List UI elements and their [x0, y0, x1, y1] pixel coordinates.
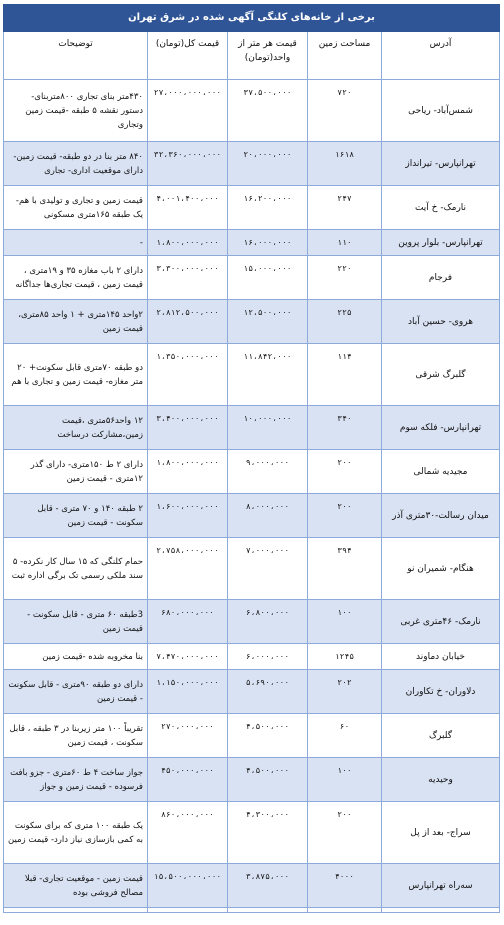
cell-notes: بنا مخروبه شده -قیمت زمین: [3, 644, 147, 670]
cell-notes: حمام کلنگی که ۱۵ سال کار نکرده- ۵ سند ملکی رسمی تک برگی اداره ثبت: [3, 538, 147, 600]
table-row: [3, 600, 499, 644]
cell-total-price: ۷،۴۷۰،۰۰۰،۰۰۰: [148, 644, 228, 670]
table-row: [3, 256, 499, 300]
cell-total-price: ۱،۶۰۰،۰۰۰،۰۰۰: [148, 494, 228, 538]
cell-notes: قیمت زمین و تجاری و تولیدی با هم- یک طبقه ۱۶۵متری مسکونی: [3, 186, 147, 230]
table-row: [3, 802, 499, 864]
cell-address: گلبرگ: [382, 714, 500, 758]
cell-area: ۲۰۰: [308, 450, 382, 494]
table-row: [3, 494, 499, 538]
cell-area: ۲۰۲: [308, 670, 382, 714]
cell-total-price: ۳۲،۳۶۰،۰۰۰،۰۰۰: [148, 142, 228, 186]
header-notes: توضیحات: [3, 32, 147, 80]
cell-unit-price: ۳۷،۵۰۰،۰۰۰: [228, 80, 308, 142]
cell-address: نارمک- خ آیت: [382, 186, 500, 230]
cell-notes: دارای ۲ ط ۱۵۰متری- دارای گذر ۱۲متری - قیمت زمین: [3, 450, 147, 494]
cell-address: تهرانپارس- تیرانداز: [382, 142, 500, 186]
cell-address: سراج- بعد از پل: [382, 802, 500, 864]
cell-total-price: ۲۷۰،۰۰۰،۰۰۰: [148, 714, 228, 758]
cell-unit-price: ۵،۶۹۰،۰۰۰: [228, 670, 308, 714]
cell-area: ۱۱۴: [308, 344, 382, 406]
cell-address: دلاوران- خ تکاوران: [382, 670, 500, 714]
cell-unit-price: ۱۵،۰۰۰،۰۰۰: [228, 256, 308, 300]
cell-unit-price: ۶،۸۰۰،۰۰۰: [228, 600, 308, 644]
table-row: [3, 450, 499, 494]
cell-total-price: ۲۷،۰۰۰،۰۰۰،۰۰۰: [148, 80, 228, 142]
header-area: مساحت زمین: [308, 32, 382, 80]
table-row: [3, 670, 499, 714]
cell-notes: ۸۴۰ متر بنا در دو طبقه- قیمت زمین- دارای موقعیت اداری- تجاری: [3, 142, 147, 186]
cell-total-price: ۱،۳۵۰،۰۰۰،۰۰۰: [148, 344, 228, 406]
cell-address: فرجام: [382, 256, 500, 300]
table-row: [3, 344, 499, 406]
cell-address: نارمک- ۴۶متری غربی: [382, 600, 500, 644]
table-row: [3, 186, 499, 230]
cell-address: گلبرگ شرقی: [382, 344, 500, 406]
cell-unit-price: ۱۰،۰۰۰،۰۰۰: [228, 406, 308, 450]
cell-unit-price: ۳،۸۷۵،۰۰۰: [228, 864, 308, 908]
cell-notes: یک طبقه ۱۰۰ متری که برای سکونت به کمی بازسازی نیاز دارد- قیمت زمین: [3, 802, 147, 864]
table-row: [3, 142, 499, 186]
table-row: [3, 80, 499, 142]
listings-sheet: [4, 4, 500, 913]
cell-notes: دارای ۲ باب مغازه ۳۵ و ۱۹متری ، قیمت زمین ، قیمت تجاری‌ها جداگانه: [3, 256, 147, 300]
cell-total-price: ۸۶۰،۰۰۰،۰۰۰: [148, 802, 228, 864]
cell-notes: ۲ طبقه ۱۴۰ و ۷۰ متری - قابل سکونت - قیمت زمین: [3, 494, 147, 538]
cell-area: ۳۹۴: [308, 538, 382, 600]
cell-area: ۱۰۰: [308, 758, 382, 802]
cell-area: ۱۱۰: [308, 230, 382, 256]
spacer-cell: [228, 908, 308, 913]
table-row: [3, 644, 499, 670]
cell-address: هروی- حسین آباد: [382, 300, 500, 344]
cell-notes: دارای دو طبقه ۹۰متری - قابل سکونت - قیمت زمین: [3, 670, 147, 714]
table-row: [3, 406, 499, 450]
cell-total-price: ۶۸۰،۰۰۰،۰۰۰: [148, 600, 228, 644]
cell-notes: قیمت زمین - موقعیت تجاری- قبلا مصالح فروشی بوده: [3, 864, 147, 908]
cell-total-price: ۱،۸۰۰،۰۰۰،۰۰۰: [148, 230, 228, 256]
cell-area: ۱۶۱۸: [308, 142, 382, 186]
cell-address: هنگام- شمیران نو: [382, 538, 500, 600]
cell-total-price: ۱،۱۵۰،۰۰۰،۰۰۰: [148, 670, 228, 714]
cell-unit-price: ۹،۰۰۰،۰۰۰: [228, 450, 308, 494]
cell-total-price: ۲،۷۵۸،۰۰۰،۰۰۰: [148, 538, 228, 600]
cell-unit-price: ۲۰،۰۰۰،۰۰۰: [228, 142, 308, 186]
spacer-cell: [3, 908, 147, 913]
cell-notes: 3طبقه ۶۰ متری - قابل سکونت - قیمت زمین: [3, 600, 147, 644]
cell-total-price: ۲،۸۱۲،۵۰۰،۰۰۰: [148, 300, 228, 344]
cell-area: ۴۰۰۰: [308, 864, 382, 908]
cell-total-price: ۳،۳۰۰،۰۰۰،۰۰۰: [148, 256, 228, 300]
cell-total-price: ۱۵،۵۰۰،۰۰۰،۰۰۰: [148, 864, 228, 908]
cell-address: وحیدیه: [382, 758, 500, 802]
cell-unit-price: ۷،۰۰۰،۰۰۰: [228, 538, 308, 600]
table-header-row: [3, 32, 499, 80]
spacer-cell: [382, 908, 500, 913]
cell-area: ۲۲۰: [308, 256, 382, 300]
cell-notes: تقریباً ۱۰۰ متر زیربنا در ۳ طبقه ، قابل سکونت ، قیمت زمین: [3, 714, 147, 758]
cell-area: ۲۴۷: [308, 186, 382, 230]
cell-area: ۷۲۰: [308, 80, 382, 142]
cell-unit-price: ۴،۵۰۰،۰۰۰: [228, 758, 308, 802]
cell-area: ۱۰۰: [308, 600, 382, 644]
cell-total-price: ۴۵۰،۰۰۰،۰۰۰: [148, 758, 228, 802]
cell-notes: دو طبقه ۷۰متری قابل سکونت+ ۲۰ متر مغازه- قیمت زمین و تجاری با هم: [3, 344, 147, 406]
cell-unit-price: ۶،۰۰۰،۰۰۰: [228, 644, 308, 670]
cell-area: ۳۴۰: [308, 406, 382, 450]
table-title-row: [3, 5, 499, 32]
spacer-cell: [308, 908, 382, 913]
cell-notes: ۴۳۰متر بنای تجاری ۸۰۰متربنای- دستور نقشه ۵ طبقه -قیمت زمین وتجاری: [3, 80, 147, 142]
cell-notes: جواز ساخت ۴ ط ۶۰متری - جزو بافت فرسوده - قیمت زمین و جواز: [3, 758, 147, 802]
listings-table: [3, 4, 500, 913]
cell-total-price: ۴،۰۰۱،۴۰۰،۰۰۰: [148, 186, 228, 230]
table-row: [3, 230, 499, 256]
cell-address: مجیدیه شمالی: [382, 450, 500, 494]
cell-total-price: ۳،۴۰۰،۰۰۰،۰۰۰: [148, 406, 228, 450]
cell-address: سه‌راه تهرانپارس: [382, 864, 500, 908]
header-total-price: قیمت کل(تومان): [148, 32, 228, 80]
cell-address: میدان رسالت-۳۰متری آذر: [382, 494, 500, 538]
table-row: [3, 714, 499, 758]
table-row: [3, 864, 499, 908]
cell-unit-price: ۴،۵۰۰،۰۰۰: [228, 714, 308, 758]
spacer-cell: [148, 908, 228, 913]
header-unit-price: قیمت هر متر از واحد(تومان): [228, 32, 308, 80]
cell-area: ۲۰۰: [308, 802, 382, 864]
cell-unit-price: ۸،۰۰۰،۰۰۰: [228, 494, 308, 538]
cell-notes: ۲واحد ۱۴۵متری + ۱ واحد ۸۵متری، قیمت زمین: [3, 300, 147, 344]
cell-unit-price: ۱۶،۰۰۰،۰۰۰: [228, 230, 308, 256]
cell-area: ۶۰: [308, 714, 382, 758]
cell-notes: ۱۲ واحد۵۶متری ،قیمت زمین،مشارکت درساخت: [3, 406, 147, 450]
table-row: [3, 758, 499, 802]
header-address: آدرس: [382, 32, 500, 80]
cell-notes: -: [3, 230, 147, 256]
cell-area: ۲۰۰: [308, 494, 382, 538]
cell-address: تهرانپارس- بلوار پروین: [382, 230, 500, 256]
cell-address: شمس‌آباد- ریاحی: [382, 80, 500, 142]
cell-unit-price: ۱۲،۵۰۰،۰۰۰: [228, 300, 308, 344]
cell-unit-price: ۱۱،۸۴۲،۰۰۰: [228, 344, 308, 406]
cell-address: خیابان دماوند: [382, 644, 500, 670]
table-row: [3, 300, 499, 344]
cell-unit-price: ۱۶،۲۰۰،۰۰۰: [228, 186, 308, 230]
table-footer-spacer: [3, 908, 499, 913]
table-title: برخی از خانه‌های کلنگی آگهی شده در شرق تهران: [3, 5, 499, 32]
cell-unit-price: ۴،۳۰۰،۰۰۰: [228, 802, 308, 864]
cell-area: ۱۲۴۵: [308, 644, 382, 670]
cell-address: تهرانپارس- فلکه سوم: [382, 406, 500, 450]
table-row: [3, 538, 499, 600]
cell-area: ۲۲۵: [308, 300, 382, 344]
cell-total-price: ۱،۸۰۰،۰۰۰،۰۰۰: [148, 450, 228, 494]
